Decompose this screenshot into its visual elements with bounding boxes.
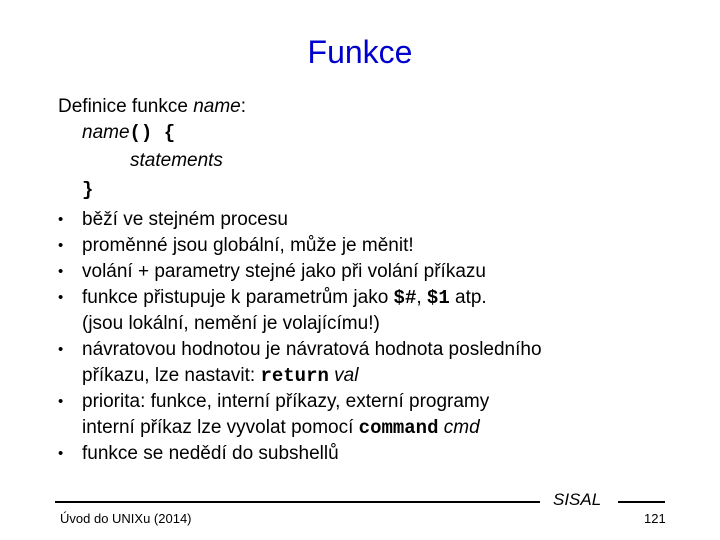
- bullet-text: cmd: [443, 417, 480, 438]
- bullet-line: [82, 207, 658, 233]
- slide-title: Funkce: [307, 34, 413, 70]
- bullet-text: proměnné jsou globální, může je měnit!: [82, 235, 414, 256]
- bullet-dot: •: [58, 237, 64, 254]
- bullet-list: [58, 207, 658, 467]
- bullet-text: $#: [393, 287, 417, 309]
- definition-intro: [58, 94, 246, 120]
- bullet-text: return: [260, 365, 329, 387]
- bullet-text: command: [358, 417, 439, 439]
- definition-intro-suffix: :: [240, 96, 246, 117]
- definition-statements: statements: [130, 150, 223, 171]
- bullet-line: [82, 311, 658, 337]
- definition-signature: [82, 120, 175, 146]
- bullet-text: atp.: [449, 287, 487, 308]
- bullet-text: funkce přistupuje k parametrům jako: [82, 287, 394, 308]
- bullet-line: [82, 363, 658, 389]
- bullet-line: [82, 415, 658, 441]
- bullet-dot: •: [58, 445, 64, 462]
- bullet-line: [82, 441, 658, 467]
- footer-rule-left: [55, 501, 540, 503]
- bullet-item: [58, 233, 658, 259]
- bullet-text: návratovou hodnotou je návratová hodnota posledního: [82, 339, 542, 360]
- bullet-item: [58, 337, 658, 389]
- definition-intro-name: name: [193, 96, 241, 117]
- bullet-line: [82, 259, 658, 285]
- definition-intro-prefix: Definice funkce: [58, 96, 194, 117]
- bullet-dot: •: [58, 341, 64, 358]
- bullet-text: $1: [426, 287, 450, 309]
- bullet-dot: •: [58, 263, 64, 280]
- bullet-text: priorita: funkce, interní příkazy, externí programy: [82, 391, 490, 412]
- bullet-text: val: [334, 365, 359, 386]
- bullet-dot: •: [58, 289, 64, 306]
- page-number: 121: [644, 511, 666, 526]
- footer-logo: SISAL: [553, 490, 602, 509]
- definition-close-brace: [82, 177, 93, 203]
- definition-function-name: name: [82, 122, 130, 143]
- bullet-text: příkazu, lze nastavit:: [82, 365, 261, 386]
- footer-rule-right: [618, 501, 665, 503]
- bullet-line: [82, 233, 658, 259]
- bullet-text: běží ve stejném procesu: [82, 209, 288, 230]
- bullet-text: (jsou lokální, nemění je volajícímu!): [82, 313, 380, 334]
- bullet-text: volání + parametry stejné jako při volání příkazu: [82, 261, 486, 282]
- definition-close-brace-text: }: [82, 179, 94, 201]
- bullet-line: [82, 285, 658, 311]
- bullet-dot: •: [58, 393, 64, 410]
- bullet-text: interní příkaz lze vyvolat pomocí: [82, 417, 359, 438]
- bullet-item: [58, 441, 658, 467]
- bullet-item: [58, 259, 658, 285]
- bullet-item: [58, 389, 658, 441]
- definition-signature-code: () {: [129, 122, 176, 144]
- bullet-item: [58, 285, 658, 337]
- bullet-dot: •: [58, 211, 64, 228]
- bullet-text: ,: [416, 287, 427, 308]
- footer-course: Úvod do UNIXu (2014): [60, 511, 192, 526]
- bullet-item: [58, 207, 658, 233]
- bullet-text: funkce se nedědí do subshellů: [82, 443, 339, 464]
- bullet-line: [82, 389, 658, 415]
- bullet-line: [82, 337, 658, 363]
